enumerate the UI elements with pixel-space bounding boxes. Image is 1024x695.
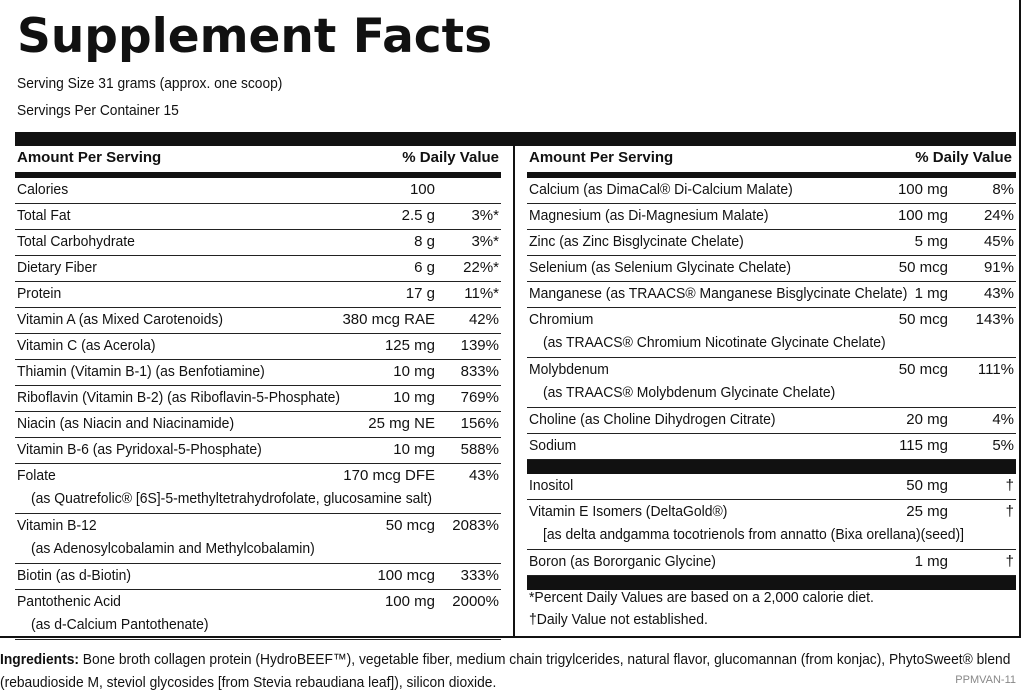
nutrient-source: (as Quatrefolic® [6S]-5-methyltetrahydrofolate, glucosamine salt): [31, 490, 433, 507]
column-divider: [513, 146, 515, 638]
product-code: PPMVAN-11: [955, 674, 1016, 686]
nutrient-name: Molybdenum: [529, 361, 609, 378]
panel-title: Supplement Facts: [17, 9, 493, 64]
nutrient-amount: 50 mcg: [898, 361, 948, 378]
nutrient-daily-value: †: [1005, 503, 1014, 520]
nutrient-daily-value: †: [1005, 553, 1014, 570]
nutrient-row: [527, 178, 1016, 204]
nutrient-daily-value: 43%: [468, 467, 499, 484]
nutrient-row: [15, 360, 501, 386]
nutrient-row: [527, 358, 1016, 408]
nutrient-name: Niacin (as Niacin and Niacinamide): [17, 415, 235, 432]
nutrient-amount: 17 g: [405, 285, 435, 302]
nutrient-daily-value: 111%: [977, 361, 1014, 378]
nutrient-amount: 170 mcg DFE: [343, 467, 435, 484]
nutrient-row: [15, 334, 501, 360]
serving-size: Serving Size 31 grams (approx. one scoop): [17, 75, 283, 92]
nutrient-daily-value: 4%: [992, 411, 1014, 428]
left-column: [15, 146, 501, 640]
servings-per-container: Servings Per Container 15: [17, 102, 179, 119]
nutrient-amount: 6 g: [414, 259, 435, 276]
nutrient-daily-value: 24%: [983, 207, 1014, 224]
nutrient-daily-value: 769%: [460, 389, 499, 406]
nutrient-source: (as Adenosylcobalamin and Methylcobalamin): [31, 540, 315, 557]
nutrient-row: [15, 386, 501, 412]
nutrient-daily-value: 5%: [992, 437, 1014, 454]
nutrient-name: Zinc (as Zinc Bisglycinate Chelate): [529, 233, 744, 250]
nutrient-row: [527, 230, 1016, 256]
nutrient-amount: 100 mcg: [377, 567, 435, 584]
nutrient-name: Folate: [17, 467, 56, 484]
nutrient-source: (as d-Calcium Pantothenate): [31, 616, 209, 633]
nutrient-amount: 2.5 g: [401, 207, 435, 224]
nutrient-amount: 100 mg: [897, 181, 948, 198]
nutrient-row: [15, 514, 501, 564]
nutrient-name: Total Carbohydrate: [17, 233, 135, 250]
nutrient-name: Thiamin (Vitamin B-1) (as Benfotiamine): [17, 363, 265, 380]
nutrient-daily-value: 42%: [468, 311, 499, 328]
nutrient-amount: 50 mcg: [898, 259, 948, 276]
nutrient-amount: 100: [409, 181, 435, 198]
nutrient-daily-value: 43%: [983, 285, 1014, 302]
footnote-not-established: †Daily Value not established.: [529, 611, 708, 628]
nutrient-name: Vitamin B-6 (as Pyridoxal-5-Phosphate): [17, 441, 262, 458]
nutrient-name: Vitamin E Isomers (DeltaGold®): [529, 503, 728, 520]
dv-header: % Daily Value: [915, 149, 1012, 166]
nutrient-amount: 1 mg: [914, 285, 948, 302]
nutrient-amount: 100 mg: [897, 207, 948, 224]
nutrient-row: [15, 564, 501, 590]
ingredients-text-1: Bone broth collagen protein (HydroBEEF™), vegetable fiber, medium chain trigylcerides, natural flavor, glucomannan (from konjac), PhytoSweet® blend: [78, 651, 1011, 668]
nutrient-name: Vitamin C (as Acerola): [17, 337, 156, 354]
nutrient-row: [15, 178, 501, 204]
nutrient-name: Calories: [17, 181, 69, 198]
nutrient-row: [527, 282, 1016, 308]
nutrient-source: (as TRAACS® Chromium Nicotinate Glycinate Chelate): [543, 334, 886, 351]
nutrient-row: [527, 500, 1016, 550]
nutrient-name: Boron (as Bororganic Glycine): [529, 553, 716, 570]
nutrient-amount: 25 mg: [906, 503, 948, 520]
nutrient-daily-value: 143%: [975, 311, 1014, 328]
nutrient-amount: 1 mg: [914, 553, 948, 570]
section-divider-bar: [527, 576, 1016, 590]
nutrient-source: [as delta andgamma tocotrienols from annatto (Bixa orellana)(seed)]: [543, 526, 965, 543]
nutrient-name: Protein: [17, 285, 62, 302]
nutrient-amount: 20 mg: [906, 411, 948, 428]
nutrient-amount: 100 mg: [384, 593, 435, 610]
nutrient-name: Choline (as Choline Dihydrogen Citrate): [529, 411, 776, 428]
nutrient-row: [15, 204, 501, 230]
nutrient-name: Biotin (as d-Biotin): [17, 567, 131, 584]
nutrient-row: [527, 474, 1016, 500]
nutrient-amount: 10 mg: [393, 363, 435, 380]
nutrient-amount: 8 g: [414, 233, 435, 250]
nutrient-daily-value: 2083%: [452, 517, 499, 534]
amount-header: Amount Per Serving: [17, 149, 162, 166]
nutrient-row: [527, 308, 1016, 358]
nutrient-name: Sodium: [529, 437, 577, 454]
nutrient-row: [527, 204, 1016, 230]
ingredients-line-2: (rebaudioside M, steviol glycosides [from Stevia rebaudiana leaf]), silicon dioxide.: [0, 674, 497, 691]
nutrient-row: [15, 590, 501, 640]
amount-header: Amount Per Serving: [529, 149, 674, 166]
section-divider-bar: [527, 460, 1016, 474]
nutrient-name: Vitamin B-12: [17, 517, 97, 534]
nutrient-daily-value: 833%: [460, 363, 499, 380]
nutrient-daily-value: 8%: [992, 181, 1014, 198]
nutrient-name: Selenium (as Selenium Glycinate Chelate): [529, 259, 792, 276]
nutrient-name: Dietary Fiber: [17, 259, 97, 276]
nutrient-daily-value: 45%: [983, 233, 1014, 250]
nutrient-row: [15, 412, 501, 438]
nutrient-amount: 25 mg NE: [368, 415, 435, 432]
top-divider-bar: [15, 132, 1016, 146]
nutrient-row: [15, 438, 501, 464]
footnote-daily-values: *Percent Daily Values are based on a 2,000 calorie diet.: [529, 589, 874, 606]
ingredients-label: Ingredients:: [0, 651, 79, 668]
nutrient-name: Riboflavin (Vitamin B-2) (as Riboflavin-5-Phosphate): [17, 389, 341, 406]
nutrient-daily-value: 91%: [983, 259, 1014, 276]
nutrient-name: Inositol: [529, 477, 574, 494]
nutrient-name: Manganese (as TRAACS® Manganese Bisglycinate Chelate): [529, 285, 908, 302]
nutrient-daily-value: 11%*: [464, 285, 499, 302]
nutrient-amount: 50 mg: [906, 477, 948, 494]
nutrient-amount: 50 mcg: [385, 517, 435, 534]
nutrient-daily-value: 3%*: [471, 207, 499, 224]
nutrient-row: [527, 434, 1016, 460]
nutrient-daily-value: †: [1005, 477, 1014, 494]
nutrient-amount: 5 mg: [914, 233, 948, 250]
nutrient-amount: 115 mg: [899, 437, 948, 454]
nutrient-daily-value: 139%: [460, 337, 499, 354]
nutrient-name: Chromium: [529, 311, 594, 328]
nutrient-row: [15, 464, 501, 514]
nutrient-daily-value: 2000%: [452, 593, 499, 610]
nutrient-row: [15, 282, 501, 308]
nutrient-source: (as TRAACS® Molybdenum Glycinate Chelate): [543, 384, 836, 401]
nutrient-daily-value: 156%: [460, 415, 499, 432]
nutrient-amount: 10 mg: [393, 389, 435, 406]
nutrient-amount: 380 mcg RAE: [342, 311, 435, 328]
nutrient-daily-value: 3%*: [471, 233, 499, 250]
nutrient-name: Magnesium (as Di-Magnesium Malate): [529, 207, 769, 224]
right-header: [527, 146, 1016, 178]
nutrient-row: [527, 256, 1016, 282]
nutrient-amount: 50 mcg: [898, 311, 948, 328]
nutrient-amount: 125 mg: [384, 337, 435, 354]
nutrient-daily-value: 22%*: [463, 259, 499, 276]
nutrient-name: Vitamin A (as Mixed Carotenoids): [17, 311, 223, 328]
nutrient-daily-value: 333%: [460, 567, 499, 584]
nutrient-amount: 10 mg: [393, 441, 435, 458]
nutrient-name: Pantothenic Acid: [17, 593, 121, 610]
right-column: [527, 146, 1016, 590]
nutrient-name: Calcium (as DimaCal® Di-Calcium Malate): [529, 181, 793, 198]
nutrient-name: Total Fat: [17, 207, 71, 224]
nutrient-daily-value: 588%: [460, 441, 499, 458]
left-header: [15, 146, 501, 178]
ingredients-line-1: [0, 651, 1010, 668]
dv-header: % Daily Value: [402, 149, 499, 166]
nutrient-row: [15, 256, 501, 282]
nutrient-row: [527, 550, 1016, 576]
nutrient-row: [527, 408, 1016, 434]
nutrient-row: [15, 230, 501, 256]
nutrient-row: [15, 308, 501, 334]
